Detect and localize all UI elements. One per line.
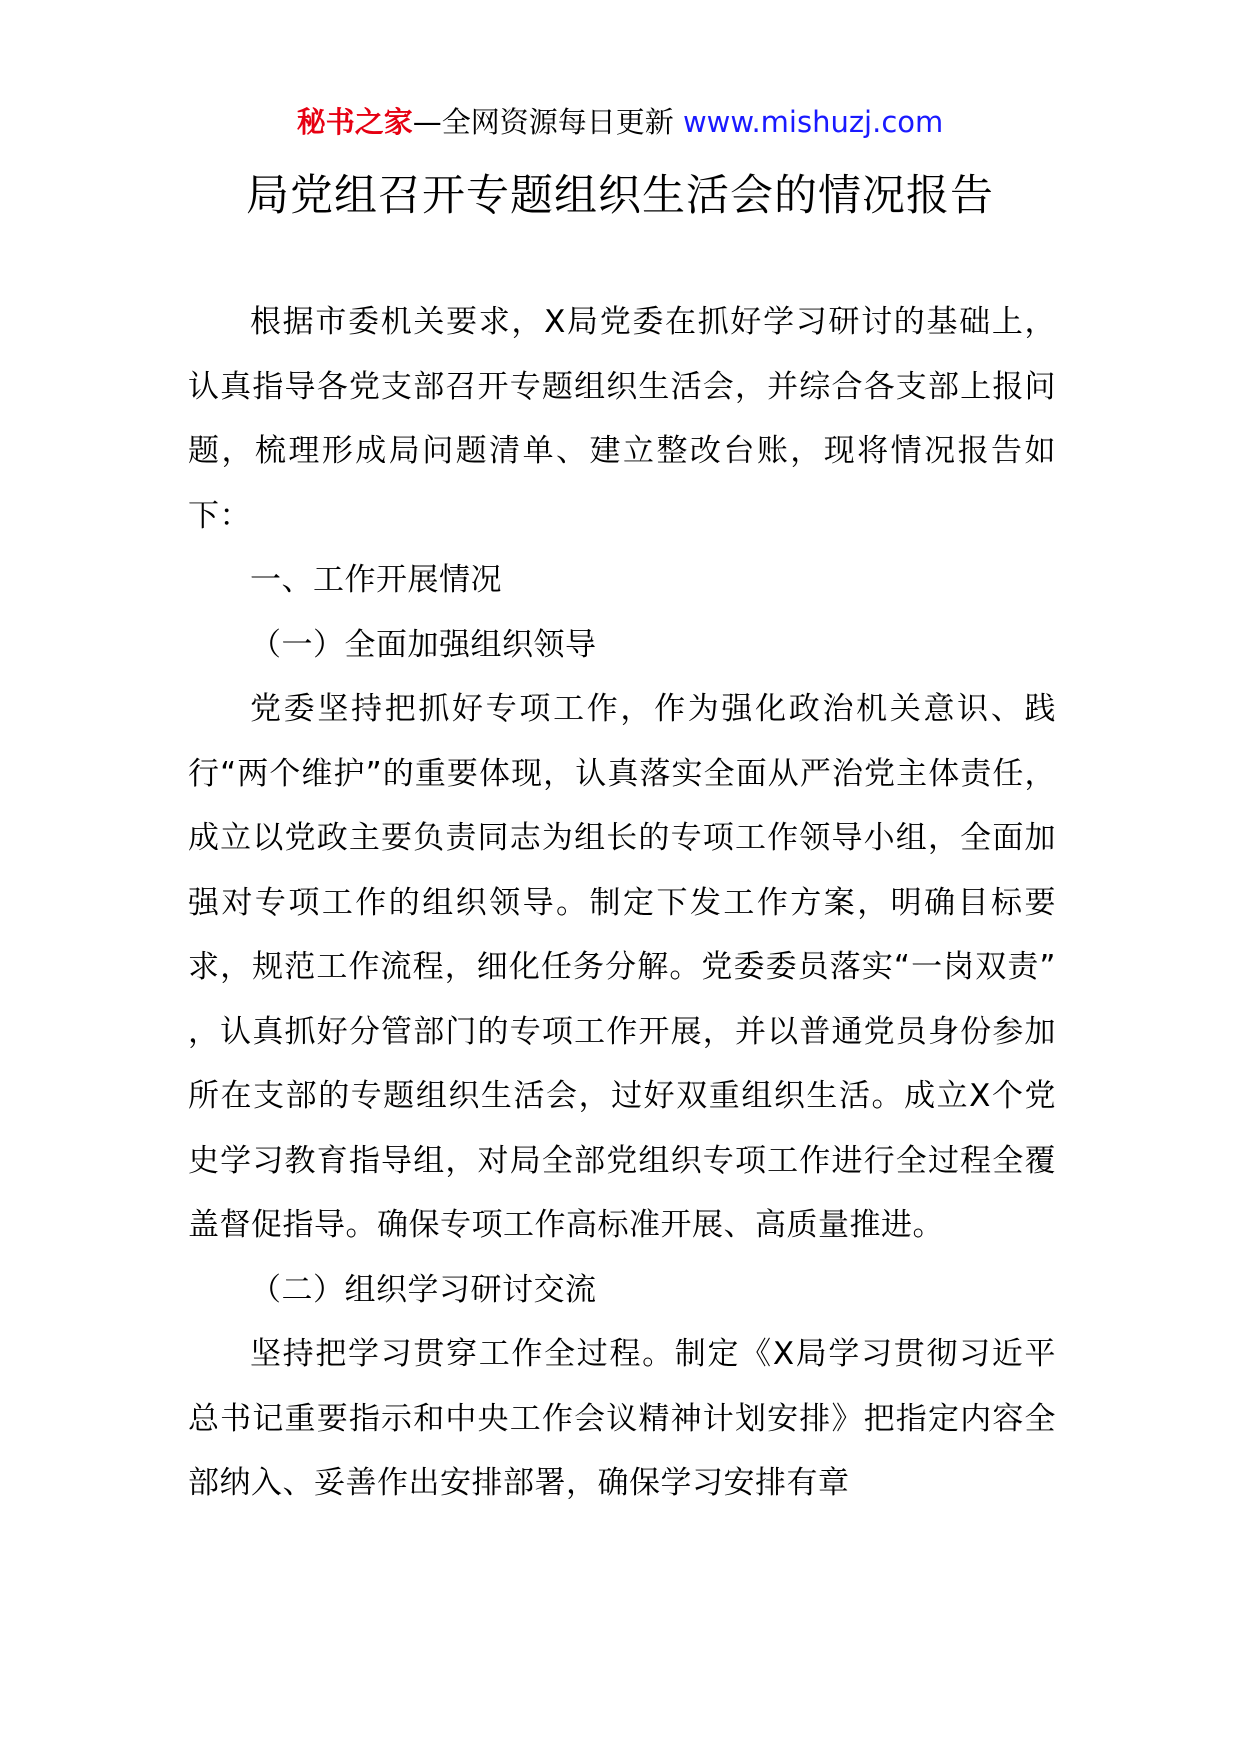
body-paragraph: 坚持把学习贯穿工作全过程。制定《X局学习贯彻习近平总书记重要指示和中央工作会议精神计划安排》把指定内容全部纳入、妥善作出安排部署，确保学习安排有章 (188, 1336, 1056, 1501)
brand-name: 秘书之家 (296, 105, 413, 139)
subsection-heading: （二）组织学习研讨交流 (250, 1271, 597, 1308)
body-paragraph: 党委坚持把抓好专项工作，作为强化政治机关意识、践行“两个维护”的重要体现，认真落实全面从严治党主体责任，成立以党政主要负责同志为组长的专项工作领导小组，全面加强对专项工作的组织领导。制定下发工作方案，明确目标要求，规范工作流程，细化任务分解。党委委员落实“一岗双责” ，认真抓好分管部门的专项工作开展，并以普通党员身份参加所在支部的专题组织生活会，过好双重组织生活。成立X个党史学习教育指导组，对局全部党组织专项工作进行全过程全覆盖督促指导。确保专项工作高标准开展、高质量推进。 (188, 691, 1056, 1243)
site-url-link[interactable]: www.mishuzj.com (682, 105, 944, 139)
section-heading: 一、工作开展情况 (250, 562, 502, 598)
intro-paragraph: 根据市委机关要求，X局党委在抓好学习研讨的基础上，认真指导各党支部召开专题组织生活会，并综合各支部上报问题，梳理形成局问题清单、建立整改台账，现将情况报告如下： (188, 304, 1056, 534)
subsection-heading: （一）全面加强组织领导 (250, 626, 597, 663)
site-header (0, 101, 1240, 143)
header-slogan: —全网资源每日更新 (412, 105, 683, 139)
document-title: 局党组召开专题组织生活会的情况报告 (246, 171, 994, 221)
document-body (188, 290, 1056, 1516)
